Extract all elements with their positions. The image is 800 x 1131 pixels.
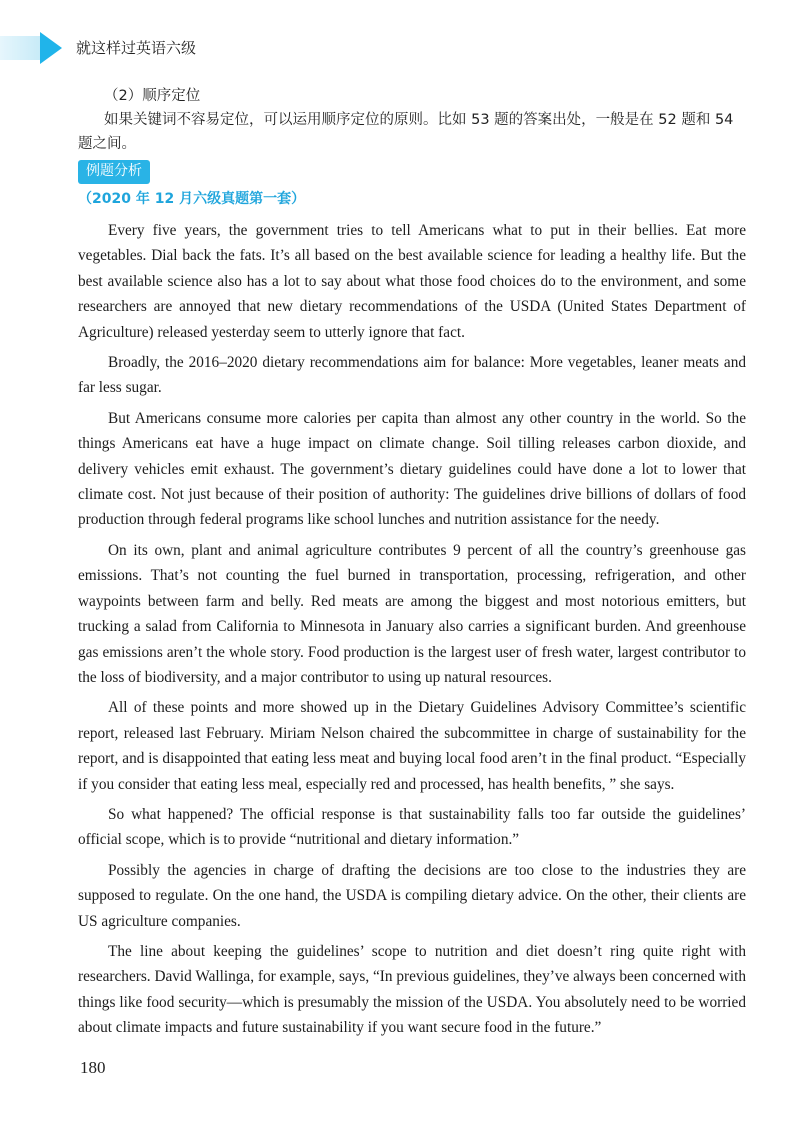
book-title: 就这样过英语六级 bbox=[76, 39, 197, 57]
passage-paragraph: But Americans consume more calories per capita than almost any other country in the world. So the things Americans eat have a huge impact on climate change. Soil tilling releases carbon dioxide, and delivery vehicles emit exhaust. The government’s dietary guidelines could have done a lot to lower that climate cost. Not just because of their position of authority: The guidelines drive billions of dollars of food production through federal programs like school lunches and nutrition assistance for the needy. bbox=[78, 409, 746, 529]
header-color-bar bbox=[0, 36, 40, 60]
page-number: 180 bbox=[80, 1058, 106, 1077]
section-subheading: （2）顺序定位 bbox=[104, 88, 201, 104]
header-arrow-icon bbox=[40, 32, 62, 64]
page-header bbox=[0, 30, 800, 66]
passage-paragraph: Every five years, the government tries to tell Americans what to put in their bellies. Eat more vegetables. Dial back the fats. It’s all based on the best available science for leading a healthy life. But the best available science also has a lot to say about what those food choices do to the environment, and some researchers are annoyed that new dietary recommendations of the USDA (United States Department of Agriculture) released yesterday seem to utterly ignore that fact. bbox=[78, 222, 746, 341]
section-intro: 如果关键词不容易定位，可以运用顺序定位的原则。比如 53 题的答案出处，一般是在 52 题和 54 题之间。 bbox=[78, 112, 734, 152]
passage-paragraph: Possibly the agencies in charge of drafting the decisions are too close to the industries they are supposed to regulate. On the one hand, the USDA is compiling dietary advice. On the other, their clients are US agriculture companies. bbox=[78, 861, 746, 930]
reading-passage bbox=[78, 218, 746, 1041]
passage-paragraph: All of these points and more showed up in the Dietary Guidelines Advisory Committee’s scientific report, released last February. Miriam Nelson chaired the subcommittee in charge of sustainability for the report, and is disappointed that eating less meat and buying local food aren’t in the final product. “Especially if you consider that eating less meal, especially red and processed, has health benefits, ” she says. bbox=[78, 699, 746, 793]
passage-paragraph: So what happened? The official response is that sustainability falls too far outside the guidelines’ official scope, which is to provide “nutritional and dietary information.” bbox=[78, 805, 746, 849]
page-content bbox=[78, 84, 746, 1046]
passage-paragraph: The line about keeping the guidelines’ scope to nutrition and diet doesn’t ring quite right with researchers. David Wallinga, for example, says, “In previous guidelines, they’ve always been concerned with things like food security—which is presumably the mission of the USDA. You absolutely need to be worried about climate impacts and future sustainability if you want secure food in the future.” bbox=[78, 942, 746, 1037]
exam-source: （2020 年 12 月六级真题第一套） bbox=[78, 191, 306, 207]
passage-paragraph: Broadly, the 2016–2020 dietary recommendations aim for balance: More vegetables, leaner meats and far less sugar. bbox=[78, 354, 746, 397]
passage-paragraph: On its own, plant and animal agriculture contributes 9 percent of all the country’s greenhouse gas emissions. That’s not counting the fuel burned in transportation, processing, refrigeration, and other waypoints between farm and belly. Red meats are among the biggest and most notorious emitters, but trucking a salad from California to Minnesota in January also carries a significant burden. And greenhouse gas emissions aren’t the whole story. Food production is the largest user of fresh water, largest contributor to the loss of biodiversity, and a major contributor to using up natural resources. bbox=[78, 541, 746, 686]
example-badge-row bbox=[78, 160, 746, 186]
example-badge: 例题分析 bbox=[78, 160, 150, 184]
